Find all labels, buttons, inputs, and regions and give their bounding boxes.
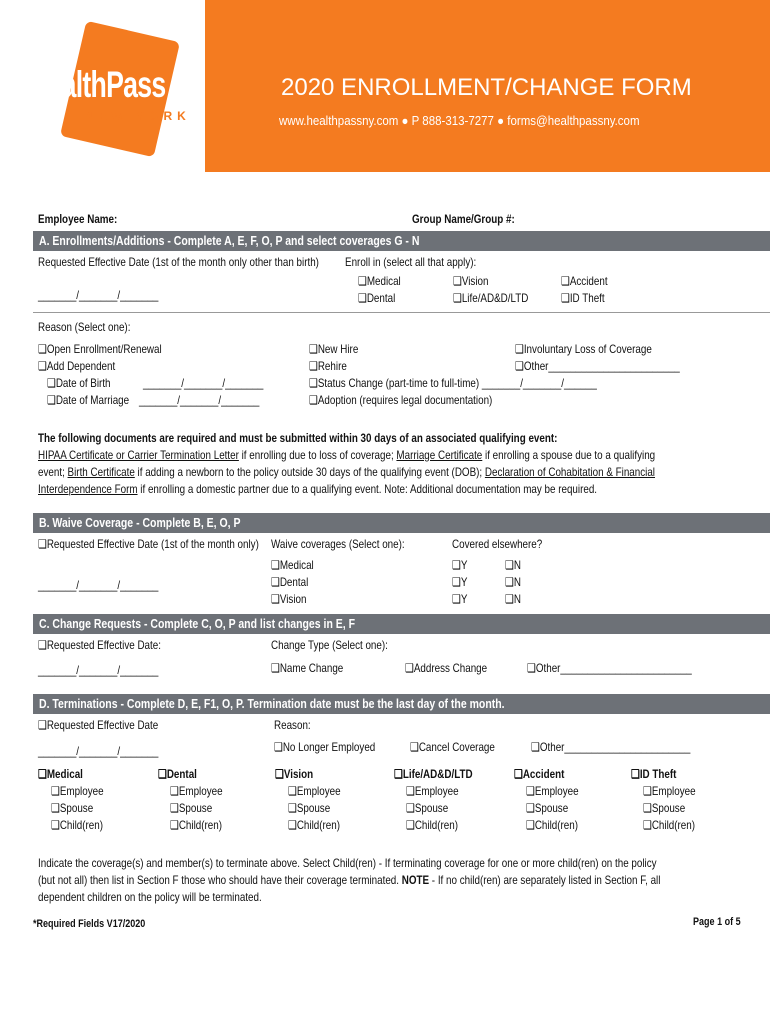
term-vision-employee[interactable]: ❑ Employee xyxy=(288,784,341,798)
reason-involuntary-loss[interactable]: ❑ Involuntary Loss of Coverage xyxy=(515,342,652,356)
logo-wordmark: HealthPass xyxy=(29,64,166,105)
form-title: 2020 ENROLLMENT/CHANGE FORM xyxy=(281,74,692,101)
term-accident[interactable]: ❑ Accident xyxy=(514,767,564,781)
medical-covered-yes[interactable]: ❑ Y xyxy=(452,558,467,572)
waive-label: Waive coverages (Select one): xyxy=(271,537,405,551)
dom-input[interactable]: _______/_______/_______ xyxy=(139,393,260,407)
doc-hipaa: HIPAA Certificate or Carrier Termination Letter xyxy=(38,448,239,462)
term-idtheft-children[interactable]: ❑ Child(ren) xyxy=(643,818,695,832)
page-number: Page 1 of 5 xyxy=(693,916,741,928)
phone-number: P 888-313-7277 xyxy=(411,114,494,128)
term-idtheft[interactable]: ❑ ID Theft xyxy=(631,767,676,781)
enroll-accident-checkbox[interactable]: ❑ Accident xyxy=(561,274,608,288)
group-label: Group Name/Group #: xyxy=(412,212,515,226)
term-accident-children[interactable]: ❑ Child(ren) xyxy=(526,818,578,832)
term-life-spouse[interactable]: ❑ Spouse xyxy=(406,801,448,815)
logo-sm: SM xyxy=(176,96,187,103)
documents-text-line1: HIPAA Certificate or Carrier Termination Letter if enrolling due to loss of coverage; Marriage Certificate if enrolling a spouse due to a qualifying xyxy=(38,448,656,462)
term-dental[interactable]: ❑ Dental xyxy=(158,767,197,781)
enroll-idtheft-checkbox[interactable]: ❑ ID Theft xyxy=(561,291,605,305)
divider xyxy=(33,312,770,313)
termination-note-line2: (but not all) then list in Section F those who should have their coverage terminated. NOTE - If no child(ren) are separately listed in Section F, all xyxy=(38,873,661,887)
documents-text-line2: event; Birth Certificate if adding a newborn to the policy outside 30 days of the qualifying event (DOB); Declaration of Cohabitation & Financial xyxy=(38,465,655,479)
term-vision[interactable]: ❑ Vision xyxy=(275,767,313,781)
enroll-life-checkbox[interactable]: ❑ Life/AD&D/LTD xyxy=(453,291,528,305)
dental-covered-yes[interactable]: ❑ Y xyxy=(452,575,467,589)
logo-subtext: NEW YORK xyxy=(85,109,191,123)
waive-dental[interactable]: ❑ Dental xyxy=(271,575,308,589)
change-type-label: Change Type (Select one): xyxy=(271,638,388,652)
term-dental-employee[interactable]: ❑ Employee xyxy=(170,784,223,798)
vision-covered-no[interactable]: ❑ N xyxy=(505,592,521,606)
term-medical-employee[interactable]: ❑ Employee xyxy=(51,784,104,798)
term-dental-spouse[interactable]: ❑ Spouse xyxy=(170,801,212,815)
reason-date-of-marriage[interactable]: ❑ Date of Marriage xyxy=(47,393,129,407)
a-eff-date-input[interactable]: _______/_______/_______ xyxy=(38,288,159,302)
change-other[interactable]: ❑ Other________________________ xyxy=(527,661,692,675)
doc-marriage: Marriage Certificate xyxy=(396,448,483,462)
enroll-label: Enroll in (select all that apply): xyxy=(345,255,477,269)
covered-elsewhere-label: Covered elsewhere? xyxy=(452,537,543,551)
reason-cancel-coverage[interactable]: ❑ Cancel Coverage xyxy=(410,740,495,754)
reason-date-of-birth[interactable]: ❑ Date of Birth xyxy=(47,376,111,390)
term-idtheft-employee[interactable]: ❑ Employee xyxy=(643,784,696,798)
contact-line: www.healthpassny.com ● P 888-313-7277 ● forms@healthpassny.com xyxy=(279,114,640,128)
required-fields-footer: *Required Fields V17/2020 xyxy=(33,918,146,930)
dental-covered-no[interactable]: ❑ N xyxy=(505,575,521,589)
section-d-header: D. Terminations - Complete D, E, F1, O, P. Termination date must be the last day of the month. xyxy=(33,694,770,714)
termination-reason-label: Reason: xyxy=(274,718,311,732)
enroll-dental-checkbox[interactable]: ❑ Dental xyxy=(358,291,395,305)
termination-note-line1: Indicate the coverage(s) and member(s) to terminate above. Select Child(ren) - If terminating coverage for one or more child(ren) on the policy xyxy=(38,856,657,870)
waive-vision[interactable]: ❑ Vision xyxy=(271,592,306,606)
doc-interdependence: Interdependence Form xyxy=(38,482,138,496)
c-eff-date-input[interactable]: _______/_______/_______ xyxy=(38,663,159,677)
employee-name-label: Employee Name: xyxy=(38,212,118,226)
dob-input[interactable]: _______/_______/_______ xyxy=(143,376,264,390)
term-accident-spouse[interactable]: ❑ Spouse xyxy=(526,801,568,815)
term-vision-spouse[interactable]: ❑ Spouse xyxy=(288,801,330,815)
section-a-header: A. Enrollments/Additions - Complete A, E, F, O, P and select coverages G - N xyxy=(33,231,770,251)
termination-note-line3: dependent children on the policy will be terminated. xyxy=(38,890,262,904)
reason-adoption[interactable]: ❑ Adoption (requires legal documentation) xyxy=(309,393,492,407)
a-eff-date-label: Requested Effective Date (1st of the month only other than birth) xyxy=(38,255,319,269)
term-medical-children[interactable]: ❑ Child(ren) xyxy=(51,818,103,832)
section-b-header: B. Waive Coverage - Complete B, E, O, P xyxy=(33,513,770,533)
reason-no-longer-employed[interactable]: ❑ No Longer Employed xyxy=(274,740,375,754)
doc-birth: Birth Certificate xyxy=(67,465,135,479)
b-eff-date-checkbox[interactable]: ❑ Requested Effective Date (1st of the month only) xyxy=(38,537,259,551)
c-eff-date-checkbox[interactable]: ❑ Requested Effective Date: xyxy=(38,638,161,652)
documents-text-line3: Interdependence Form if enrolling a domestic partner due to a qualifying event. Note: Additional documentation may be required. xyxy=(38,482,598,496)
reason-add-dependent[interactable]: ❑ Add Dependent xyxy=(38,359,115,373)
b-eff-date-input[interactable]: _______/_______/_______ xyxy=(38,578,159,592)
term-life-employee[interactable]: ❑ Employee xyxy=(406,784,459,798)
reason-new-hire[interactable]: ❑ New Hire xyxy=(309,342,358,356)
documents-heading: The following documents are required and must be submitted within 30 days of an associated qualifying event: xyxy=(38,431,558,445)
term-dental-children[interactable]: ❑ Child(ren) xyxy=(170,818,222,832)
d-eff-date-input[interactable]: _______/_______/_______ xyxy=(38,744,159,758)
medical-covered-no[interactable]: ❑ N xyxy=(505,558,521,572)
term-life[interactable]: ❑ Life/AD&D/LTD xyxy=(394,767,473,781)
vision-covered-yes[interactable]: ❑ Y xyxy=(452,592,467,606)
website-link[interactable]: www.healthpassny.com xyxy=(279,114,399,128)
waive-medical[interactable]: ❑ Medical xyxy=(271,558,314,572)
section-c-header: C. Change Requests - Complete C, O, P and list changes in E, F xyxy=(33,614,770,634)
reason-label: Reason (Select one): xyxy=(38,320,131,334)
change-name[interactable]: ❑ Name Change xyxy=(271,661,343,675)
reason-rehire[interactable]: ❑ Rehire xyxy=(309,359,347,373)
enroll-medical-checkbox[interactable]: ❑ Medical xyxy=(358,274,401,288)
term-medical[interactable]: ❑ Medical xyxy=(38,767,83,781)
email-link[interactable]: forms@healthpassny.com xyxy=(507,114,640,128)
term-idtheft-spouse[interactable]: ❑ Spouse xyxy=(643,801,685,815)
reason-other-termination[interactable]: ❑ Other_______________________ xyxy=(531,740,690,754)
term-accident-employee[interactable]: ❑ Employee xyxy=(526,784,579,798)
term-vision-children[interactable]: ❑ Child(ren) xyxy=(288,818,340,832)
enroll-vision-checkbox[interactable]: ❑ Vision xyxy=(453,274,488,288)
d-eff-date-checkbox[interactable]: ❑ Requested Effective Date xyxy=(38,718,158,732)
reason-other[interactable]: ❑ Other________________________ xyxy=(515,359,680,373)
reason-open-enrollment[interactable]: ❑ Open Enrollment/Renewal xyxy=(38,342,162,356)
change-address[interactable]: ❑ Address Change xyxy=(405,661,487,675)
term-medical-spouse[interactable]: ❑ Spouse xyxy=(51,801,93,815)
doc-declaration: Declaration of Cohabitation & Financial xyxy=(484,465,655,479)
reason-status-change[interactable]: ❑ Status Change (part-time to full-time) _______/_______/______ xyxy=(309,376,597,390)
term-life-children[interactable]: ❑ Child(ren) xyxy=(406,818,458,832)
